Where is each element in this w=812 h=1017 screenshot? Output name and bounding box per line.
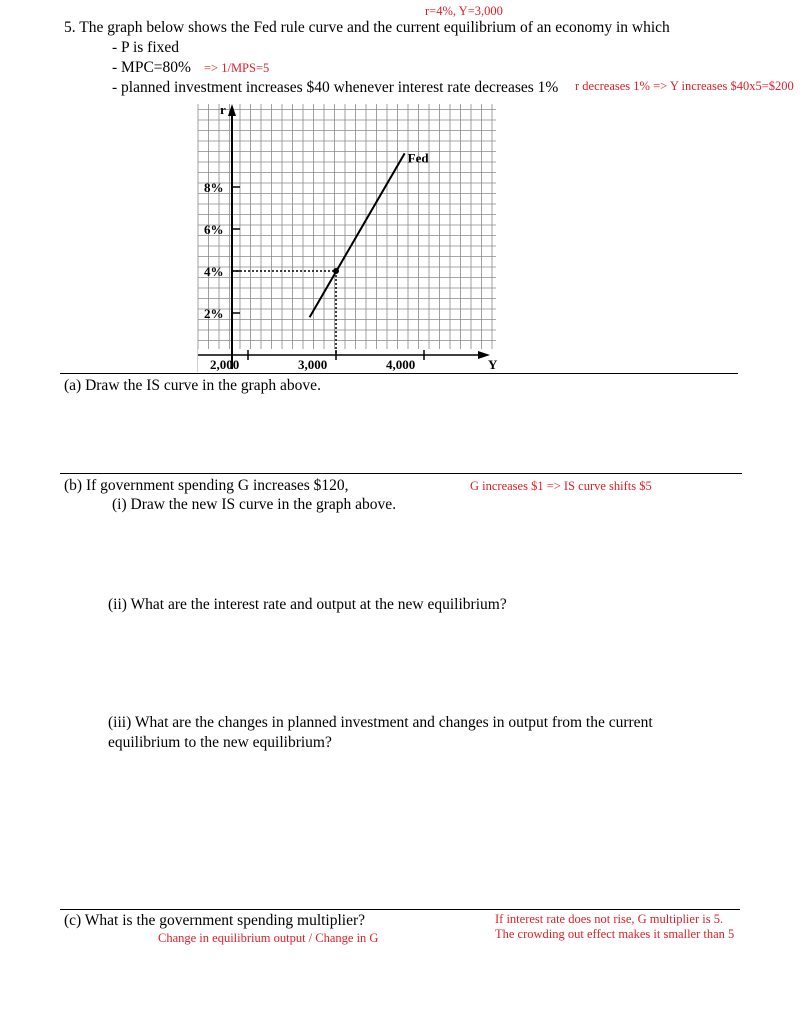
y-tick-label: 8% xyxy=(204,180,224,195)
x-tick-label: 4,000 xyxy=(386,357,416,372)
axis-label-backdrop xyxy=(198,349,498,373)
part-b-text: (b) If government spending G increases $120, xyxy=(64,477,349,494)
part-b-iii-line1: (iii) What are the changes in planned investment and changes in output from the current xyxy=(108,714,653,731)
fed-rule-graph xyxy=(0,0,812,380)
graph-grid xyxy=(198,104,496,372)
part-b-iii-line2: equilibrium to the new equilibrium? xyxy=(108,734,332,751)
bullet-investment: - planned investment increases $40 whenever interest rate decreases 1% xyxy=(112,79,559,96)
part-c-text: (c) What is the government spending multiplier? xyxy=(64,912,366,929)
part-b-note: G increases $1 => IS curve shifts $5 xyxy=(470,479,652,493)
top-note: r=4%, Y=3,000 xyxy=(425,4,503,18)
part-b-ii: (ii) What are the interest rate and output at the new equilibrium? xyxy=(108,596,507,613)
x-tick-label: 2,000 xyxy=(210,357,240,372)
part-a-text: (a) Draw the IS curve in the graph above. xyxy=(64,377,321,394)
question-heading: 5. The graph below shows the Fed rule curve and the current equilibrium of an economy in which xyxy=(64,19,670,36)
divider-1 xyxy=(60,373,738,374)
y-axis-label: r xyxy=(220,102,226,117)
part-c-formula-note: Change in equilibrium output / Change in G xyxy=(158,931,379,945)
part-b-i: (i) Draw the new IS curve in the graph above. xyxy=(112,496,397,513)
investment-note: r decreases 1% => Y increases $40x5=$200 xyxy=(575,79,794,93)
part-c-note-line1: If interest rate does not rise, G multiplier is 5. xyxy=(495,912,724,926)
x-tick-label: 3,000 xyxy=(298,357,328,372)
divider-3 xyxy=(60,909,740,910)
x-axis-label: Y xyxy=(488,357,498,372)
bullet-price: - P is fixed xyxy=(112,39,180,56)
mpc-note: => 1/MPS=5 xyxy=(204,61,270,75)
y-tick-label: 6% xyxy=(204,222,224,237)
y-tick-label: 2% xyxy=(204,306,224,321)
equilibrium-point xyxy=(333,268,339,274)
axis-ticks xyxy=(204,180,424,372)
part-c-note-line2: The crowding out effect makes it smaller than 5 xyxy=(495,927,735,941)
divider-2 xyxy=(60,473,742,474)
fed-curve-label: Fed xyxy=(407,150,429,166)
bullet-mpc: - MPC=80% xyxy=(112,59,191,76)
y-tick-label: 4% xyxy=(204,264,224,279)
